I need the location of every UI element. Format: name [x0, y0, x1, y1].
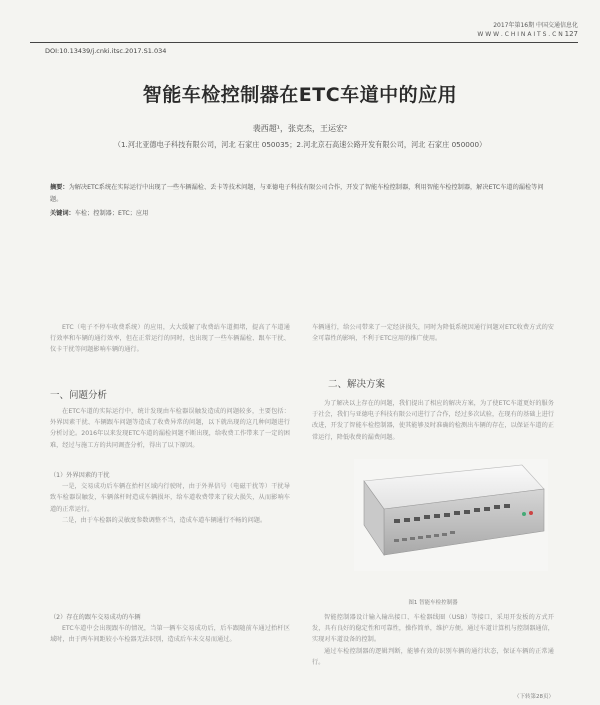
- abstract: [50, 182, 550, 206]
- running-header: [477, 22, 578, 39]
- abstract-text: 为解决ETC系统在实际运行中出现了一些车辆漏检、丢卡等技术问题，与亚德电子科技有限公司合作，开发了智能车检控制器，利用智能车检控制器，解决ETC车道的漏检等问题。: [50, 184, 544, 203]
- subsection2: [50, 612, 290, 646]
- continued-note: （下转第28页）: [514, 694, 554, 700]
- section2-continued: 智能控制器设计输入输出接口、车检器线圈（USB）等接口，采用开发板的方式开发，具有良好的稳定性和可靠性，操作简单，维护方便。通过车道计算机与控制器通信，实现对车道设备的控制。 通过车检控制器的逻辑判断，能够有效的识别车辆的通行状态，保证车辆的正常通行。: [312, 614, 554, 666]
- subsection1: [50, 470, 290, 526]
- subsection1-paragraph: 一是，交易成功后车辆在抬杆区域内行驶时，由于外界信号（电磁干扰等）干扰导致车检器误触发，车辆落杆时造成车辆损坏，给车道收费带来了较大损失，从而影响车道的正常运行。: [50, 483, 290, 513]
- page-number: 127: [564, 30, 578, 38]
- section1-paragraph: 在ETC车道的实际运行中，统计发现由车检器误触发造成的问题较多，主要包括：外界因素干扰、车辆跟车问题等造成了收费异常的问题，以下就出现的这几种问题进行分析讨论。2016年以来发现ETC车道的漏检问题不断出现，给收费工作带来了一定的困难，经过与施工方的共同调查分析，得出了以下原因。: [50, 408, 290, 449]
- subsection1-heading: （1）外界因素的干扰: [50, 472, 110, 479]
- abstract-label: 摘要：: [50, 184, 69, 191]
- doi: DOI:10.13439/j.cnki.itsc.2017.S1.034: [45, 47, 167, 55]
- section2-paragraph: 为了解决以上存在的问题，我们提出了相应的解决方案，为了使ETC车道更好的服务于社会，我们与亚德电子科技有限公司进行了合作，经过多次试验，在现有的基础上进行改进，开发了智能车检控制器，使其能够及时准确的检测出车辆的存在，以保证车道的正常运行，降低收费的漏费问题。: [312, 400, 554, 441]
- subsection1-paragraph-2: 二是，由于车检器的灵敏度参数调整不当，造成车道车辆通行不畅的问题。: [62, 516, 267, 524]
- section2-heading: 二、解决方案: [328, 379, 386, 390]
- intro-continued: 车辆通行，给公司带来了一定经济损失，同时为降低系统因通行问题对ETC收费方式的安全可靠性的影响，不利于ETC应用的推广使用。: [312, 324, 554, 343]
- header-rule: [30, 42, 578, 43]
- authors: 裴西超¹，张克杰，王运宏²: [252, 124, 348, 133]
- controller-photo: [354, 459, 548, 571]
- intro-paragraph: ETC（电子不停车收费系统）的应用，大大缓解了收费站车道拥堵，提高了车道通行效率和车辆的通行效率，但在正常运行的同时，也出现了一些车辆漏检、跟车干扰、仪卡干扰等问题影响车辆的通行。: [50, 324, 290, 354]
- subsection2-paragraph: ETC车道中会出现跟车的情况，当第一辆车交易成功后，后车跟随前车通过抬杆区域时，由于两车间距较小车检器无法识别，造成后车未交易而通过。: [50, 625, 290, 644]
- section1-heading: 一、问题分析: [50, 390, 108, 401]
- journal-name: 2017年第16期 中国交通信息化: [493, 22, 578, 29]
- keywords: [50, 208, 148, 217]
- affiliation: （1.河北亚德电子科技有限公司，河北 石家庄 050035；2.河北京石高速公路开发有限公司，河北 石家庄 050000）: [113, 140, 487, 149]
- keywords-label: 关键词：: [50, 210, 75, 217]
- journal-site: W W W . C H I N A I T S . C N: [477, 31, 563, 38]
- figure-caption: 图1 智能车检控制器: [408, 600, 458, 606]
- keywords-text: 车检；控制器；ETC；应用: [74, 210, 149, 217]
- subsection2-heading: （2）存在的跟车交易成功的车辆: [50, 614, 141, 621]
- paper-title: 智能车检控制器在ETC车道中的应用: [142, 84, 458, 106]
